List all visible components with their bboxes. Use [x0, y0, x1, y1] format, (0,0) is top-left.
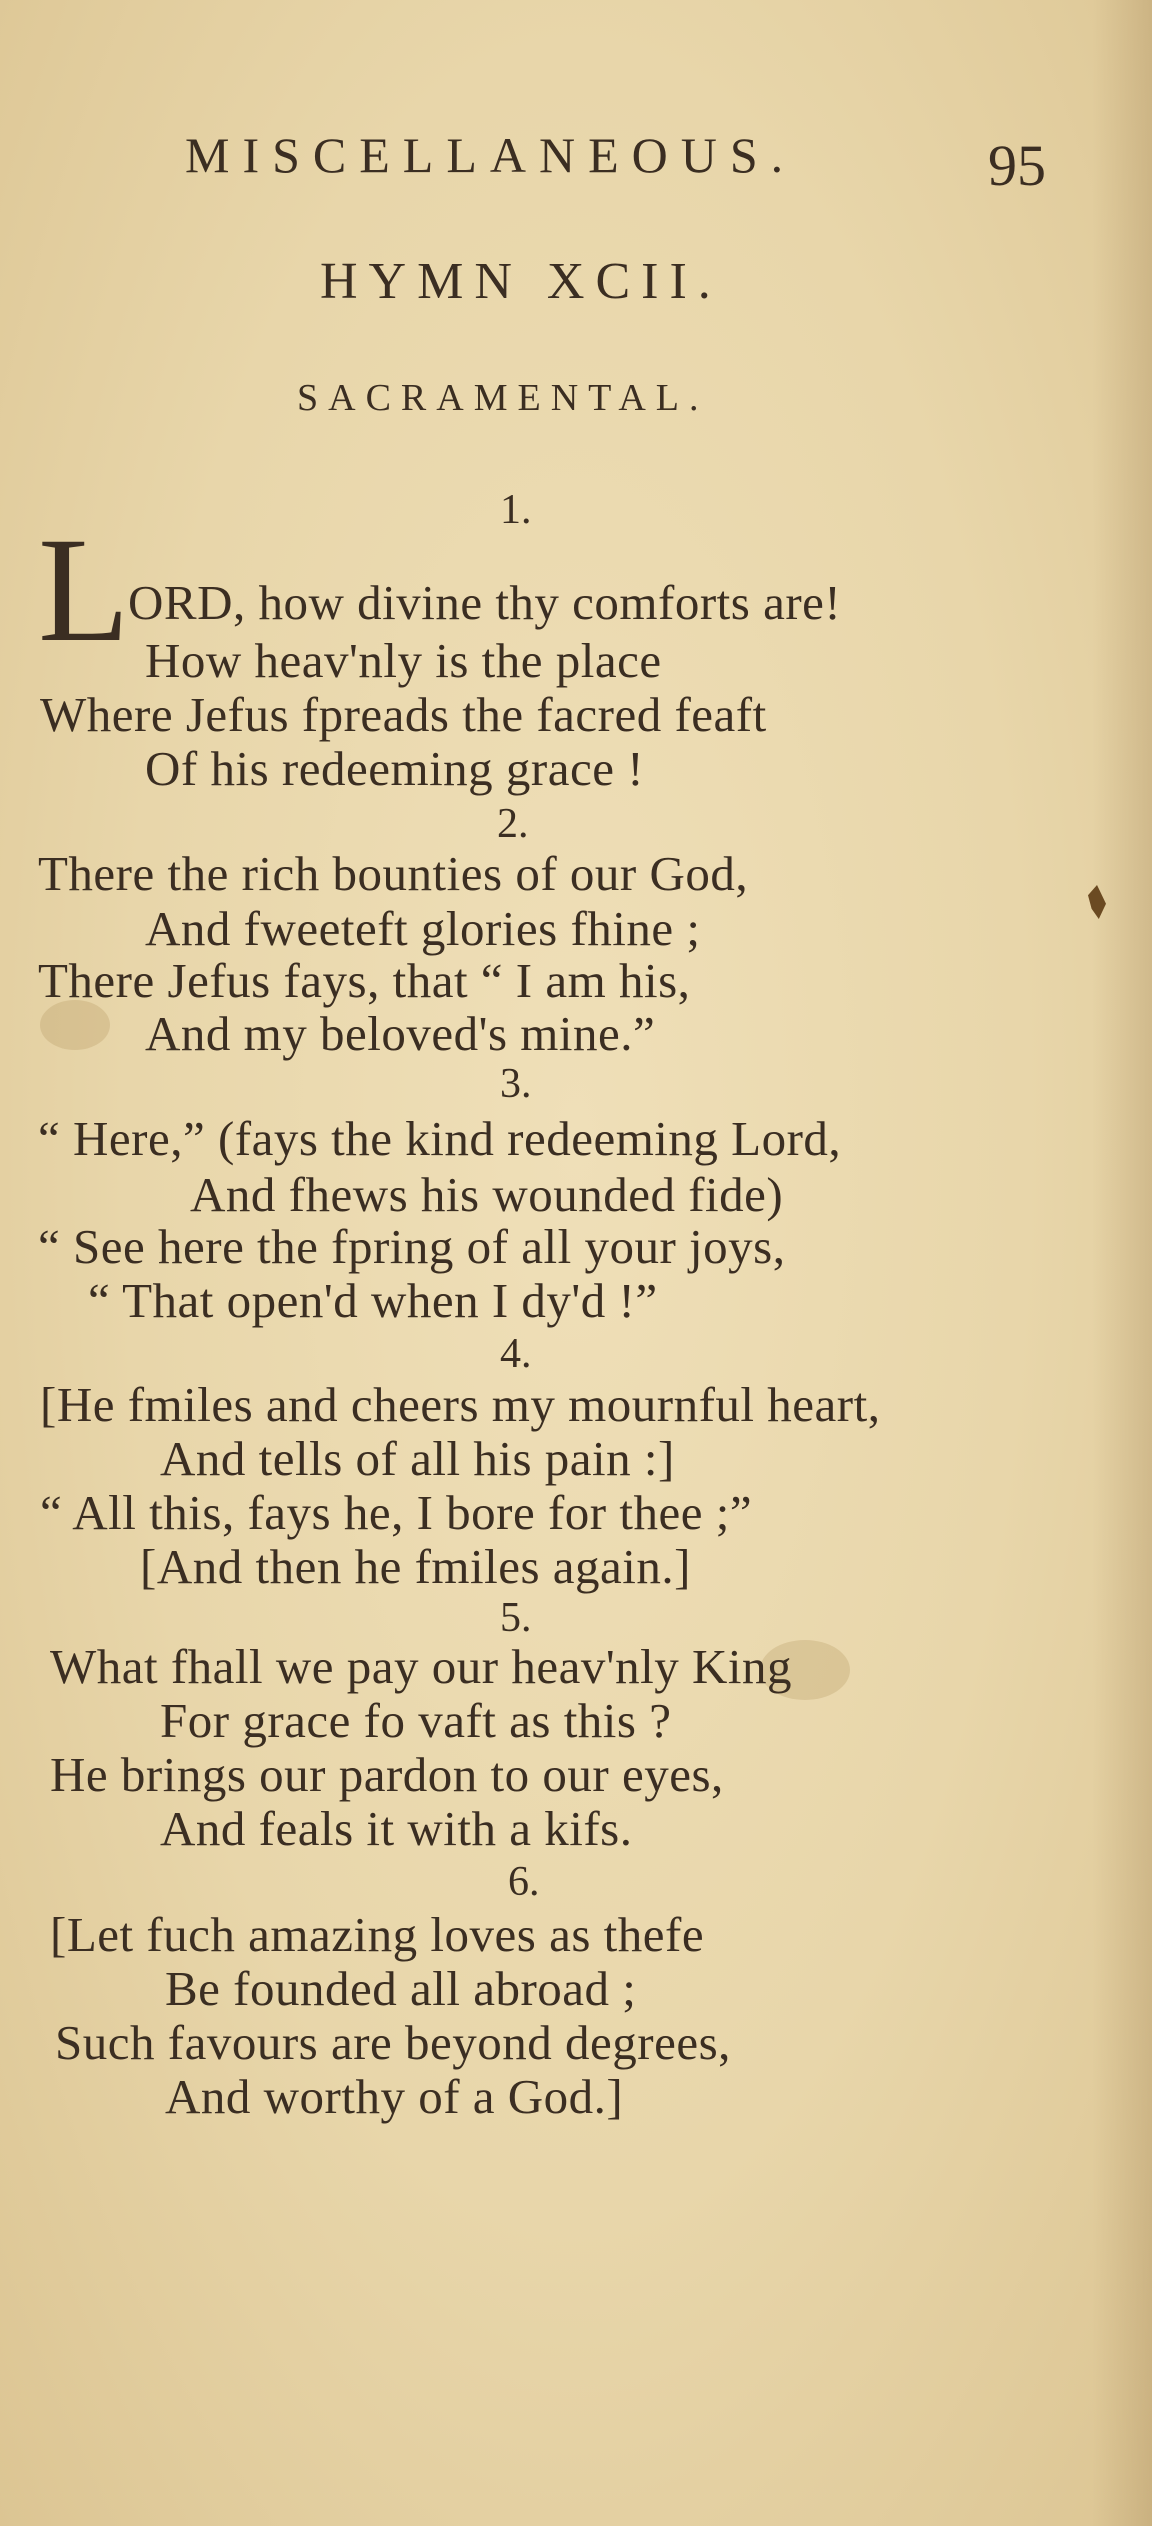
hymn-subtitle: SACRAMENTAL.: [297, 377, 709, 419]
verse-line: And feals it with a kifs.: [160, 1801, 633, 1856]
verse-line: [And then he fmiles again.]: [140, 1539, 691, 1594]
verse-line: And my beloved's mine.”: [145, 1006, 656, 1061]
verse-line: There Jefus fays, that “ I am his,: [38, 953, 691, 1008]
verse-line: Of his redeeming grace !: [145, 741, 645, 796]
verse-line: What fhall we pay our heav'nly King: [50, 1639, 793, 1694]
verse-line: How heav'nly is the place: [145, 633, 662, 688]
verse-line: [He fmiles and cheers my mournful heart,: [40, 1377, 881, 1432]
running-head: MISCELLANEOUS.: [185, 127, 797, 183]
verse-number: 3.: [500, 1061, 532, 1107]
verse-line: Such favours are beyond degrees,: [55, 2015, 731, 2070]
verse-number: 5.: [500, 1595, 532, 1641]
verse-number: 6.: [508, 1859, 540, 1905]
verse-line: There the rich bounties of our God,: [38, 846, 749, 901]
page-number: 95: [988, 133, 1046, 198]
verse-number: 4.: [500, 1331, 532, 1377]
verse-line: And worthy of a God.]: [165, 2069, 624, 2124]
verse-line: For grace fo vaft as this ?: [160, 1693, 672, 1748]
verse-line: “ That open'd when I dy'd !”: [88, 1273, 658, 1328]
verse-number: 1.: [500, 487, 532, 533]
page-edge-shadow: [1092, 0, 1152, 2526]
verse-line: Be founded all abroad ;: [165, 1961, 637, 2016]
verse-line: [Let fuch amazing loves as thefe: [50, 1907, 705, 1962]
verse-line: And fhews his wounded fide): [190, 1167, 784, 1222]
drop-cap: L: [38, 507, 130, 673]
verse-number: 2.: [497, 801, 529, 847]
verse-line: Where Jefus fpreads the facred feaft: [40, 687, 767, 742]
verse-line: ORD, how divine thy comforts are!: [128, 575, 842, 630]
verse-line: He brings our pardon to our eyes,: [50, 1747, 724, 1802]
hymn-title: HYMN XCII.: [320, 253, 722, 310]
verse-line: And tells of all his pain :]: [160, 1431, 675, 1486]
verse-line: “ All this, fays he, I bore for thee ;”: [40, 1485, 753, 1540]
verse-line: “ Here,” (fays the kind redeeming Lord,: [38, 1111, 842, 1166]
verse-line: “ See here the fpring of all your joys,: [38, 1219, 786, 1274]
verse-line: And fweeteft glories fhine ;: [145, 901, 701, 956]
